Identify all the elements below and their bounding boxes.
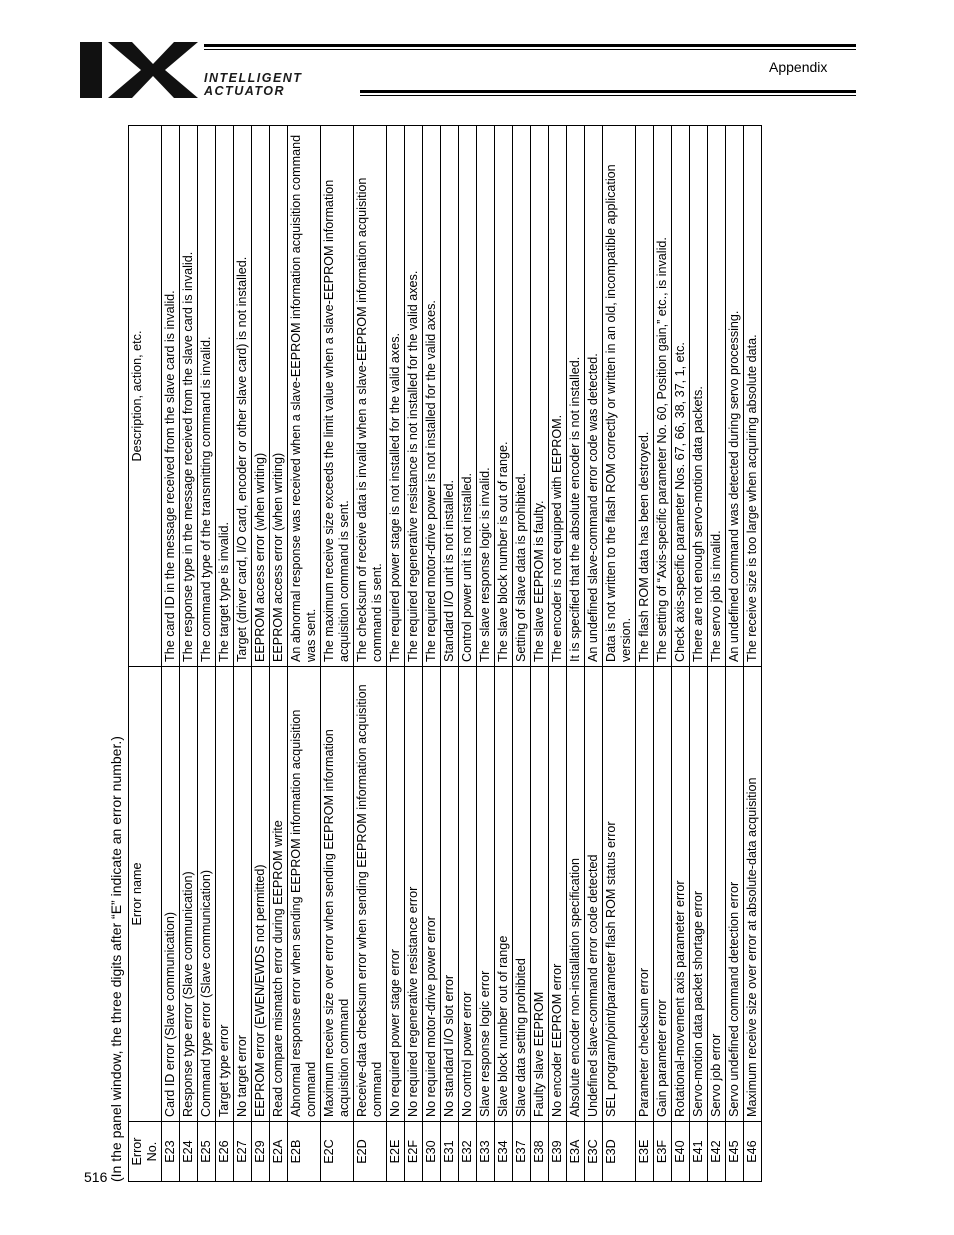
rotated-content: [104, 126, 814, 1182]
error-no-cell: E45: [726, 1122, 744, 1182]
error-no-cell: E2A: [270, 1122, 288, 1182]
table-row: [531, 126, 549, 1182]
table-row: [708, 126, 726, 1182]
description-cell: Check axis-specific parameter Nos. 67, 66, 38, 37, 1, etc.: [672, 126, 690, 667]
error-no-cell: E30: [423, 1122, 441, 1182]
table-row: [654, 126, 672, 1182]
description-cell: The setting of “Axis-specific parameter No. 60, Position gain,” etc., is invalid.: [654, 126, 672, 667]
description-cell: Standard I/O unit is not installed.: [441, 126, 459, 667]
table-row: [690, 126, 708, 1182]
error-name-cell: EEPROM error (EWEN/EWDS not permitted): [252, 667, 270, 1122]
error-no-cell: E27: [234, 1122, 252, 1182]
error-no-cell: E3F: [654, 1122, 672, 1182]
table-row: [288, 126, 321, 1182]
description-cell: Target (driver card, I/O card, encoder or other slave card) is not installed.: [234, 126, 252, 667]
header-rule: [204, 49, 856, 50]
error-name-cell: No required power stage error: [387, 667, 405, 1122]
error-name-cell: Absolute encoder non-installation specification: [567, 667, 585, 1122]
error-name-cell: Parameter checksum error: [636, 667, 654, 1122]
error-no-cell: E32: [459, 1122, 477, 1182]
header-rule: [360, 90, 856, 93]
table-row: [549, 126, 567, 1182]
error-name-cell: Faulty slave EEPROM: [531, 667, 549, 1122]
col-header-error-no: Error No.: [129, 1122, 162, 1182]
error-name-cell: No required motor-drive power error: [423, 667, 441, 1122]
description-cell: The slave EEPROM is faulty.: [531, 126, 549, 667]
error-name-cell: Abnormal response error when sending EEPROM information acquisition command: [288, 667, 321, 1122]
description-cell: There are not enough servo-motion data packets.: [690, 126, 708, 667]
error-no-cell: E24: [180, 1122, 198, 1182]
error-name-cell: SEL program/point/parameter flash ROM status error: [603, 667, 636, 1122]
error-name-cell: Command type error (Slave communication): [198, 667, 216, 1122]
table-row: [252, 126, 270, 1182]
description-cell: The card ID in the message received from the slave card is invalid.: [162, 126, 180, 667]
table-row: [513, 126, 531, 1182]
table-row: [441, 126, 459, 1182]
error-name-cell: Card ID error (Slave communication): [162, 667, 180, 1122]
error-name-cell: Gain parameter error: [654, 667, 672, 1122]
table-row: [162, 126, 180, 1182]
table-row: [672, 126, 690, 1182]
table-row: [180, 126, 198, 1182]
brand-line-2: ACTUATOR: [204, 84, 285, 98]
table-row: [744, 126, 762, 1182]
table-row: [234, 126, 252, 1182]
error-name-cell: No standard I/O slot error: [441, 667, 459, 1122]
error-no-cell: E40: [672, 1122, 690, 1182]
table-header-row: [129, 126, 162, 1182]
error-name-cell: Slave block number out of range: [495, 667, 513, 1122]
description-cell: The required regenerative resistance is not installed for the valid axes.: [405, 126, 423, 667]
description-cell: The servo job is invalid.: [708, 126, 726, 667]
table-row: [567, 126, 585, 1182]
description-cell: It is specified that the absolute encoder is not installed.: [567, 126, 585, 667]
error-no-cell: E23: [162, 1122, 180, 1182]
error-name-cell: Slave response logic error: [477, 667, 495, 1122]
description-cell: The command type of the transmitting command is invalid.: [198, 126, 216, 667]
error-name-cell: No required regenerative resistance error: [405, 667, 423, 1122]
error-name-cell: Read compare mismatch error during EEPROM write: [270, 667, 288, 1122]
error-name-cell: Rotational-movement axis parameter error: [672, 667, 690, 1122]
error-no-cell: E3A: [567, 1122, 585, 1182]
table-row: [585, 126, 603, 1182]
description-cell: Setting of slave data is prohibited.: [513, 126, 531, 667]
error-no-cell: E3E: [636, 1122, 654, 1182]
error-name-cell: Target type error: [216, 667, 234, 1122]
error-no-cell: E39: [549, 1122, 567, 1182]
table-row: [423, 126, 441, 1182]
error-no-cell: E2E: [387, 1122, 405, 1182]
description-cell: The required power stage is not installed for the valid axes.: [387, 126, 405, 667]
error-no-cell: E38: [531, 1122, 549, 1182]
error-name-cell: Servo undefined command detection error: [726, 667, 744, 1122]
table-caption: (In the panel window, the three digits after “E” indicate an error number.): [108, 736, 124, 1182]
error-name-cell: No control power error: [459, 667, 477, 1122]
error-no-cell: E33: [477, 1122, 495, 1182]
error-table: [128, 125, 762, 1182]
error-no-cell: E42: [708, 1122, 726, 1182]
table-row: [387, 126, 405, 1182]
table-row: [459, 126, 477, 1182]
error-name-cell: No encoder EEPROM error: [549, 667, 567, 1122]
error-name-cell: Servo job error: [708, 667, 726, 1122]
description-cell: The target type is invalid.: [216, 126, 234, 667]
description-cell: An abnormal response was received when a slave-EEPROM information acquisition command was sent.: [288, 126, 321, 667]
header-rule: [360, 95, 856, 96]
error-name-cell: Response type error (Slave communication): [180, 667, 198, 1122]
section-title: Appendix: [769, 59, 828, 75]
error-no-cell: E46: [744, 1122, 762, 1182]
description-cell: The checksum of receive data is invalid when a slave-EEPROM information acquisition command is sent.: [354, 126, 387, 667]
brand-wordmark: [204, 72, 302, 98]
error-no-cell: E2F: [405, 1122, 423, 1182]
description-cell: The receive size is too large when acquiring absolute data.: [744, 126, 762, 667]
error-no-cell: E25: [198, 1122, 216, 1182]
error-name-cell: Slave data setting prohibited: [513, 667, 531, 1122]
table-row: [603, 126, 636, 1182]
error-name-cell: Servo-motion data packet shortage error: [690, 667, 708, 1122]
error-no-cell: E37: [513, 1122, 531, 1182]
error-name-cell: Receive-data checksum error when sending EEPROM information acquisition command: [354, 667, 387, 1122]
description-cell: EEPROM access error (when writing): [270, 126, 288, 667]
description-cell: An undefined slave-command error code was detected.: [585, 126, 603, 667]
table-row: [354, 126, 387, 1182]
table-row: [477, 126, 495, 1182]
error-name-cell: No target error: [234, 667, 252, 1122]
description-cell: EEPROM access error (when writing): [252, 126, 270, 667]
description-cell: An undefined command was detected during servo processing.: [726, 126, 744, 667]
error-name-cell: Undefined slave-command error code detected: [585, 667, 603, 1122]
error-no-cell: E41: [690, 1122, 708, 1182]
description-cell: The response type in the message received from the slave card is invalid.: [180, 126, 198, 667]
table-row: [216, 126, 234, 1182]
table-row: [636, 126, 654, 1182]
error-name-cell: Maximum receive size over error at absolute-data acquisition: [744, 667, 762, 1122]
error-no-cell: E3C: [585, 1122, 603, 1182]
description-cell: The required motor-drive power is not installed for the valid axes.: [423, 126, 441, 667]
error-no-cell: E31: [441, 1122, 459, 1182]
table-row: [198, 126, 216, 1182]
error-no-cell: E2C: [321, 1122, 354, 1182]
description-cell: The maximum receive size exceeds the limit value when a slave-EEPROM information acquisition command is sent.: [321, 126, 354, 667]
description-cell: The slave response logic is invalid.: [477, 126, 495, 667]
description-cell: The flash ROM data has been destroyed.: [636, 126, 654, 667]
error-no-cell: E2B: [288, 1122, 321, 1182]
table-row: [726, 126, 744, 1182]
description-cell: Control power unit is not installed.: [459, 126, 477, 667]
error-no-cell: E29: [252, 1122, 270, 1182]
brand-line-1: INTELLIGENT: [204, 71, 303, 85]
table-row: [405, 126, 423, 1182]
error-no-cell: E2D: [354, 1122, 387, 1182]
error-no-cell: E34: [495, 1122, 513, 1182]
table-row: [495, 126, 513, 1182]
header-rule: [204, 44, 856, 47]
error-no-cell: E26: [216, 1122, 234, 1182]
table-row: [270, 126, 288, 1182]
error-no-cell: E3D: [603, 1122, 636, 1182]
page-number: 516: [84, 1169, 108, 1185]
ix-logo-icon: [80, 42, 198, 98]
description-cell: The slave block number is out of range.: [495, 126, 513, 667]
col-header-description: Description, action, etc.: [129, 126, 162, 667]
description-cell: Data is not written to the flash ROM correctly or written in an old, incompatible application version.: [603, 126, 636, 667]
error-name-cell: Maximum receive size over error when sending EEPROM information acquisition command: [321, 667, 354, 1122]
col-header-error-name: Error name: [129, 667, 162, 1122]
table-row: [321, 126, 354, 1182]
description-cell: The encoder is not equipped with EEPROM.: [549, 126, 567, 667]
